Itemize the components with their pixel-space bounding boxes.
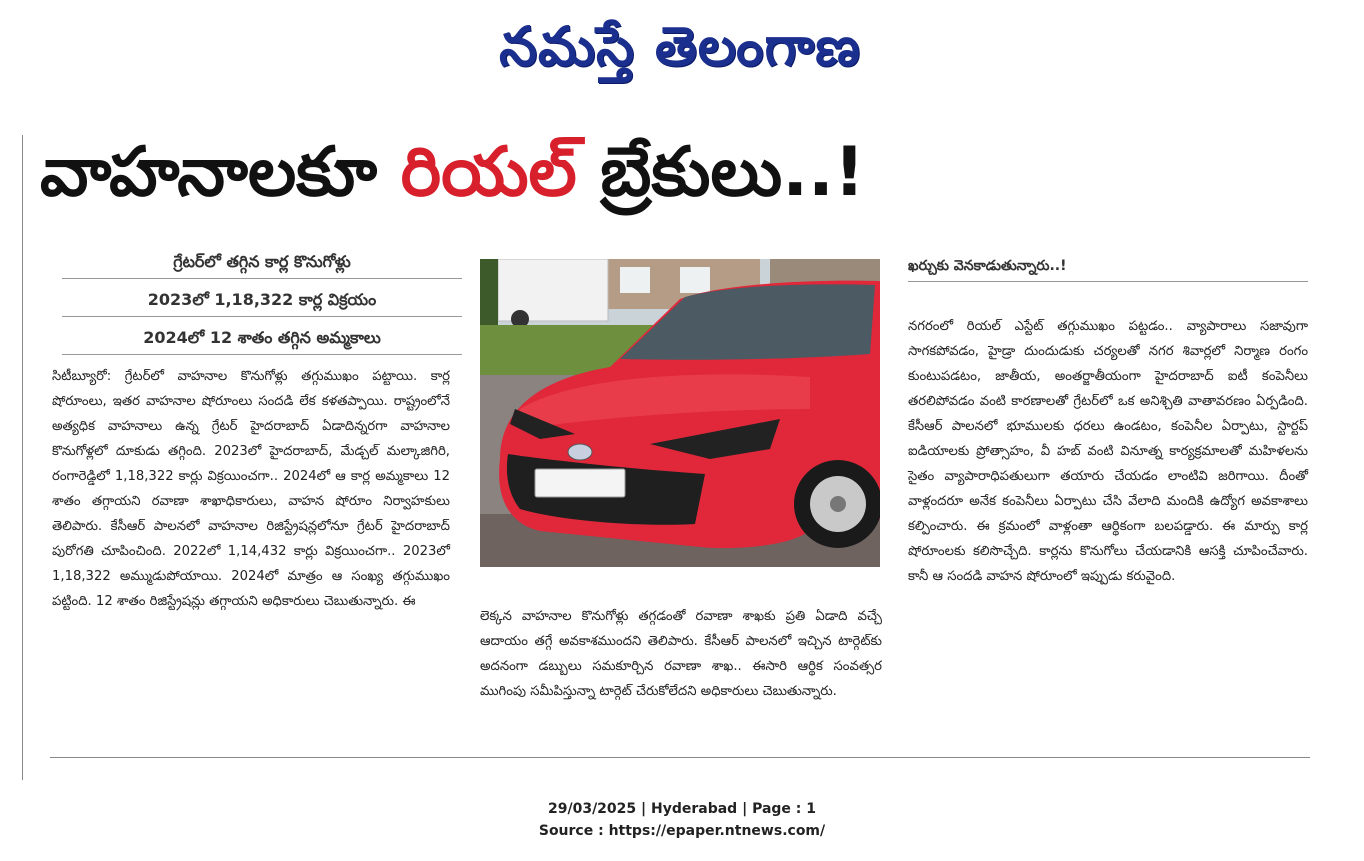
left-column-rule [22,135,23,780]
kicker-3: 2024లో 12 శాతం తగ్గిన అమ్మకాలు [62,328,462,355]
footer [0,798,1364,842]
bottom-rule [50,757,1310,758]
article-left-column [52,364,450,614]
masthead-logo: నమస్తే తెలంగాణ [499,14,861,78]
headline-part-1: వాహనాలకూ [40,133,401,212]
left-column-text: సిటీబ్యూరో: గ్రేటర్‌లో వాహనాల కొనుగోళ్లు తగ్గుముఖం పట్టాయి. కార్ల షోరూంలు, ఇతర వాహనాల షోరూంలు సందడి లేక కళతప్పాయి. రాష్ట్రంలోనే అత్యధిక వాహనాలు ఉన్న గ్రేటర్ హైదరాబాద్ ఏడాదిన్నరగా వాహనాల కొనుగోళ్లలో దూకుడు తగ్గింది. 2023లో హైదరాబాద్, మేడ్చల్ మల్కాజిగిరి, రంగారెడ్డిలో 1,18,322 కార్లు విక్రయించగా.. 2024లో ఆ కార్ల అమ్మకాలు 12 శాతం తగ్గాయని రవాణా శాఖాధికారులు, వాహన షోరూం నిర్వాహకులు తెలిపారు. కేసీఆర్ పాలనలో వాహనాల రిజిస్ట్రేషన్లలోనూ గ్రేటర్ హైదరాబాద్ పురోగతి చూపించింది. 2022లో 1,14,432 కార్లు విక్రయించగా.. 2023లో 1,18,322 అమ్ముడుపోయాయి. 2024లో మాత్రం ఆ సంఖ్య తగ్గుముఖం పట్టింది. 12 శాతం రిజిస్ట్రేషన్లు తగ్గాయని అధికారులు చెబుతున్నారు. ఈ [52,369,450,609]
footer-date-line: 29/03/2025 | Hyderabad | Page : 1 [547,801,817,817]
kicker-2: 2023లో 1,18,322 కార్ల విక్రయం [62,290,462,317]
right-column-text: నగరంలో రియల్ ఎస్టేట్ తగ్గుముఖం పట్టడం.. వ్యాపారాలు సజావుగా సాగకపోవడం, హైడ్రా దుందుడుకు చర్యలతో నగర శివార్లలో నిర్మాణ రంగం కుంటుపడటం, జాతీయ, అంతర్జాతీయంగా హైదరాబాద్ ఐటీ కంపెనీలు తరలిపోవడం వంటి కారణాలతో గ్రేటర్‌లో ఒక అనిశ్చితి వాతావరణం ఏర్పడింది. కేసీఆర్ పాలనలో భూములకు ధరలు ఉండటం, కంపెనీల ఏర్పాటు, స్టార్టప్ ఐడియాలకు ప్రోత్సాహం, వీ హబ్ వంటి వినూత్న కార్యక్రమాలతో మహిళలను సైతం వ్యాపారాధిపతులుగా తయారు చేయడం లాంటివి జరిగాయి. దీంతో వాళ్లందరూ అనేక కంపెనీలు ఏర్పాటు చేసి వేలాది మందికి ఉద్యోగ అవకాశాలు కల్పించారు. ఈ క్రమంలో వాళ్లంతా ఆర్థికంగా బలపడ్డారు. ఈ మార్పు కార్ల షోరూంలకు కలిసొచ్చేది. కార్లను కొనుగోలు చేయడానికి ఆసక్తి చూపించేవారు. కానీ ఆ సందడి వాహన షోరూంలో ఇప్పుడు కరువైంది. [908,319,1308,584]
headline [40,118,1340,228]
article-right-column [908,314,1308,589]
right-column-subhead: ఖర్చుకు వెనకాడుతున్నారు..! [908,258,1308,282]
middle-column-text: లెక్కన వాహనాల కొనుగోళ్లు తగ్గడంతో రవాణా శాఖకు ప్రతి ఏడాది వచ్చే ఆదాయం తగ్గే అవకాశముందని తెలిపారు. కేసీఆర్ పాలనలో ఇచ్చిన టార్గెట్‌కు అదనంగా డబ్బులు సమకూర్చిన రవాణా శాఖ.. ఈసారి ఆర్థిక సంవత్సర ముగింపు సమీపిస్తున్నా టార్గెట్ చేరుకోలేదని అధికారులు చెబుతున్నారు. [480,609,882,699]
car-photo [480,259,880,567]
kicker-1: గ్రేటర్‌లో తగ్గిన కార్ల కొనుగోళ్లు [62,252,462,279]
article-middle-column [480,604,882,704]
headline-highlight: రియల్ [400,133,577,212]
footer-source-link[interactable]: Source : https://epaper.ntnews.com/ [538,823,826,839]
headline-part-2: బ్రేకులు..! [576,133,865,212]
